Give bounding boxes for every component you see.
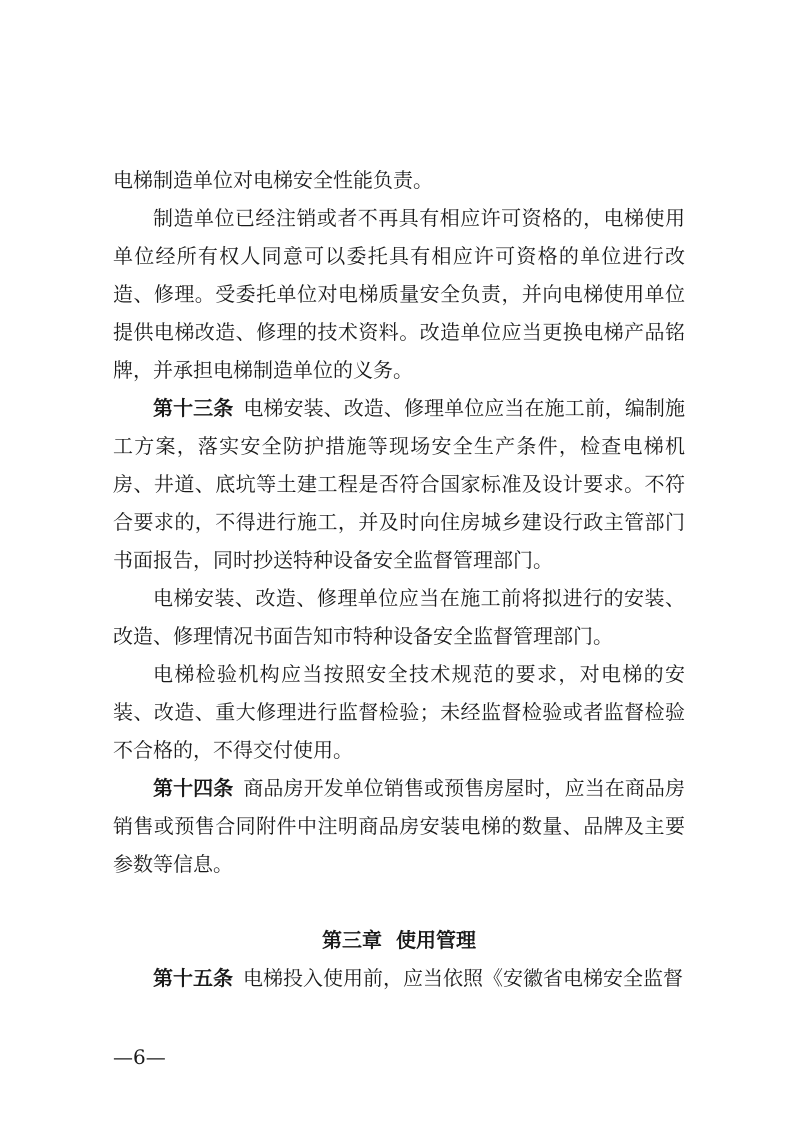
paragraph-text: 制造单位已经注销或者不再具有相应许可资格的，电梯使用单位经所有权人同意可以委托具有相应许可资格的单位进行改造、修理。受委托单位对电梯质量安全负责，并向电梯使用单位提供电梯改造、修理的技术资料。改造单位应当更换电梯产品铭牌，并承担电梯制造单位的义务。	[113, 206, 685, 382]
page-number: —6—	[113, 1045, 166, 1069]
paragraph-text: 电梯检验机构应当按照安全技术规范的要求，对电梯的安装、改造、重大修理进行监督检验；未经监督检验或者监督检验不合格的，不得交付使用。	[113, 662, 685, 762]
paragraph-continuation	[113, 161, 685, 199]
article-13	[113, 389, 685, 579]
spacer	[113, 883, 685, 921]
chapter-heading: 第三章 使用管理	[322, 928, 476, 952]
article-number: 第十三条	[153, 396, 234, 420]
body-text	[113, 161, 685, 997]
paragraph-text: 电梯制造单位对电梯安全性能负责。	[113, 168, 433, 192]
paragraph-text: 电梯安装、改造、修理单位应当在施工前，编制施工方案，落实安全防护措施等现场安全生产条件，检查电梯机房、井道、底坑等土建工程是否符合国家标准及设计要求。不符合要求的，不得进行施工，并及时向住房城乡建设行政主管部门书面报告，同时抄送特种设备安全监督管理部门。	[113, 396, 686, 572]
paragraph	[113, 579, 685, 655]
article-number: 第十四条	[153, 776, 234, 800]
paragraph	[113, 655, 685, 769]
paragraph-text: 电梯投入使用前，应当依照《安徽省电梯安全监督	[243, 966, 683, 990]
paragraph	[113, 199, 685, 389]
article-number: 第十五条	[153, 966, 233, 990]
paragraph-text: 商品房开发单位销售或预售房屋时，应当在商品房销售或预售合同附件中注明商品房安装电梯的数量、品牌及主要参数等信息。	[113, 776, 686, 876]
article-15	[113, 959, 685, 997]
paragraph-text: 电梯安装、改造、修理单位应当在施工前将拟进行的安装、改造、修理情况书面告知市特种设备安全监督管理部门。	[113, 586, 685, 648]
article-14	[113, 769, 685, 883]
